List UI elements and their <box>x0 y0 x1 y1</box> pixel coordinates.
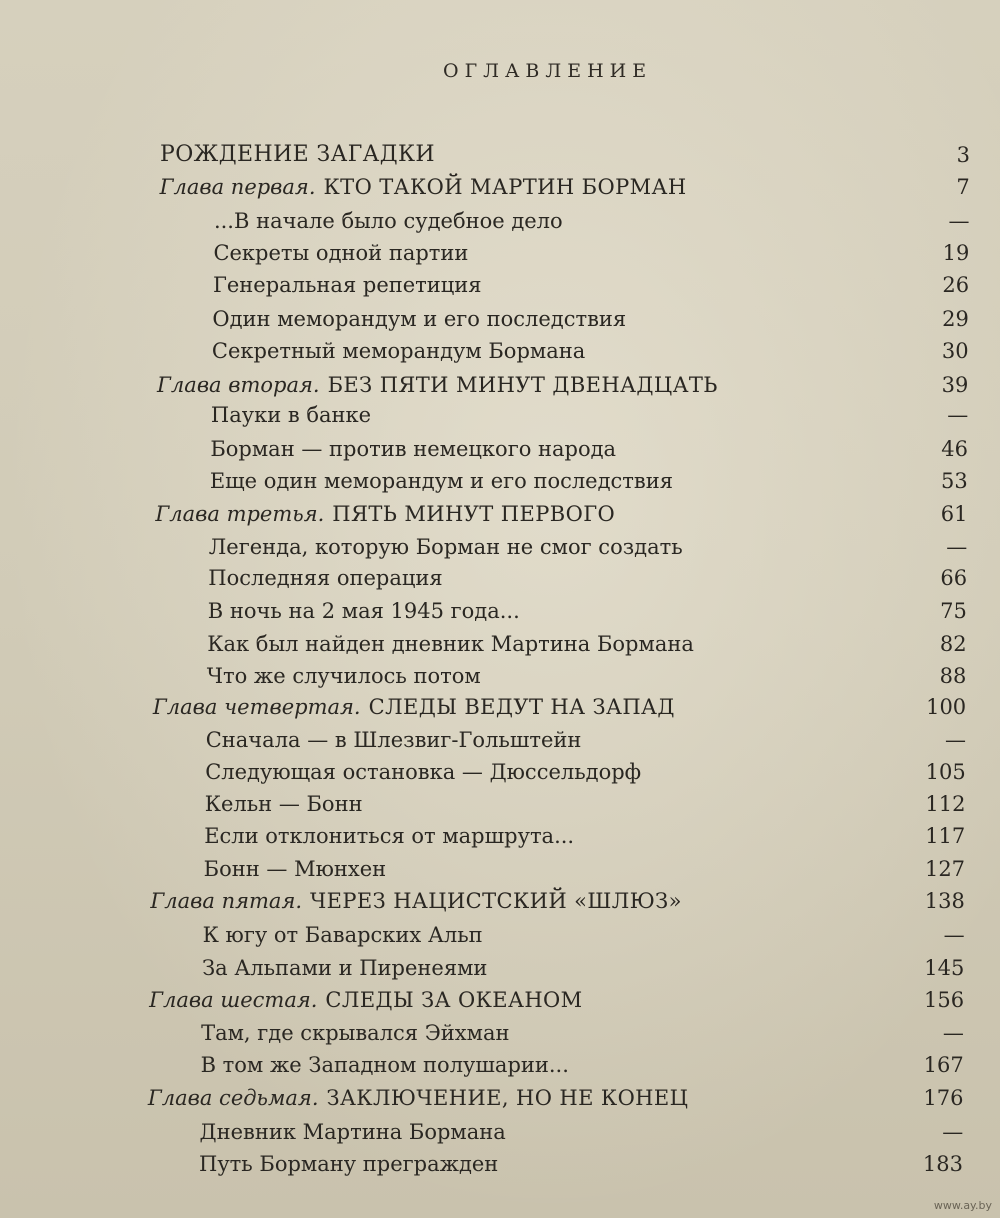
page-number: 127 <box>924 857 966 881</box>
page-number: 53 <box>941 469 968 493</box>
toc-entry-label <box>208 563 442 593</box>
chapter-title: ЧЕРЕЗ НАЦИСТСКИЙ «ШЛЮЗ» <box>310 889 682 913</box>
toc-entry-label <box>209 532 683 562</box>
toc-entry-label <box>213 270 482 300</box>
page-number: — <box>946 535 968 559</box>
page-number: 112 <box>925 792 966 816</box>
section-title: Следующая остановка — Дюссельдорф <box>205 760 642 784</box>
section-title: Бонн — Мюнхен <box>203 857 387 881</box>
page-number: 176 <box>923 1086 964 1110</box>
toc-entry-label <box>160 140 435 170</box>
chapter-number: Глава четвертая. <box>152 695 361 719</box>
page-number: — <box>943 923 965 947</box>
chapter-title: СЛЕДЫ ЗА ОКЕАНОМ <box>325 988 583 1012</box>
page-number: 156 <box>924 988 965 1012</box>
toc-entry-label <box>207 661 481 691</box>
toc-entry-label <box>153 692 675 722</box>
toc-entry-label <box>210 434 616 464</box>
section-title: В том же Западном полушарии... <box>200 1053 569 1077</box>
chapter-number: Глава третья. <box>155 502 325 526</box>
section-title: Кельн — Бонн <box>204 792 363 816</box>
section-title: Что же случилось потом <box>206 664 481 688</box>
page-number: 29 <box>942 307 969 331</box>
section-title: К югу от Баварских Альп <box>202 923 483 947</box>
section-title: ...В начале было судебное дело <box>213 209 563 233</box>
toc-entry-label <box>157 370 718 400</box>
page-number: — <box>942 1120 964 1144</box>
toc-entry-label <box>212 336 585 366</box>
section-title: Борман — против немецкого народа <box>210 437 617 461</box>
toc-heading: ОГЛАВЛЕНИЕ <box>443 60 653 82</box>
section-title: Пауки в банке <box>210 403 372 427</box>
page-number: 100 <box>926 695 967 719</box>
toc-entry-label <box>204 854 386 884</box>
page-number: 117 <box>925 824 966 848</box>
watermark: www.ay.by <box>933 1199 992 1212</box>
toc-entry-label <box>210 466 673 496</box>
section-title: Дневник Мартина Бормана <box>199 1120 506 1144</box>
page-number: 167 <box>923 1053 964 1077</box>
toc-entry-label <box>205 789 363 819</box>
page-number: 183 <box>922 1152 963 1176</box>
page-number: 75 <box>940 599 967 623</box>
section-title: Генеральная репетиция <box>212 273 482 297</box>
page-number: 88 <box>939 664 967 688</box>
toc-entry-label <box>207 629 694 659</box>
toc-entry-label <box>201 1018 509 1048</box>
section-title: Последняя операция <box>208 566 443 590</box>
chapter-title: РОЖДЕНИЕ ЗАГАДКИ <box>160 142 436 167</box>
page-number: — <box>944 728 966 752</box>
page-number: 7 <box>956 175 970 199</box>
toc-entry-label <box>204 821 574 851</box>
page-number: — <box>947 403 969 427</box>
page-number: 26 <box>942 273 970 297</box>
toc-entry-label <box>208 596 520 626</box>
toc-entry-label <box>160 172 687 202</box>
section-title: Если отклониться от маршрута... <box>204 824 575 848</box>
section-title: Секреты одной партии <box>213 241 469 265</box>
page-number: 61 <box>940 502 968 526</box>
section-title: За Альпами и Пиренеями <box>202 956 488 980</box>
page-number: 39 <box>941 373 969 397</box>
section-title: Сначала — в Шлезвиг-Гольштейн <box>205 728 582 752</box>
section-title: Легенда, которую Борман не смог создать <box>208 535 683 559</box>
page-number: 3 <box>956 143 970 167</box>
page-number: 105 <box>925 760 966 784</box>
chapter-number: Глава пятая. <box>150 889 303 913</box>
toc-entry-label <box>150 886 682 916</box>
toc-entry-label <box>211 400 371 430</box>
page-number: — <box>942 1021 964 1045</box>
toc-entry-label <box>212 304 626 334</box>
chapter-number: Глава вторая. <box>157 373 320 397</box>
chapter-number: Глава первая. <box>159 175 316 199</box>
section-title: Секретный меморандум Бормана <box>211 339 586 363</box>
section-title: Там, где скрывался Эйхман <box>201 1021 510 1045</box>
toc-entry-label <box>199 1149 498 1179</box>
section-title: В ночь на 2 мая 1945 года... <box>207 599 520 623</box>
section-title: Путь Борману прегражден <box>199 1152 499 1176</box>
toc-entry-label <box>155 499 615 529</box>
toc-entry-label <box>148 1083 689 1113</box>
section-title: Еще один меморандум и его последствия <box>209 469 673 493</box>
page-number: 66 <box>940 566 968 590</box>
section-title: Один меморандум и его последствия <box>212 307 627 331</box>
page-number: 145 <box>924 956 965 980</box>
chapter-title: СЛЕДЫ ВЕДУТ НА ЗАПАД <box>368 695 675 719</box>
toc-entry-label <box>203 920 483 950</box>
page-number: 19 <box>942 241 970 265</box>
page-number: 46 <box>941 437 968 461</box>
toc-entry-label <box>206 725 582 755</box>
toc-entry-label <box>201 1050 569 1080</box>
chapter-number: Глава шестая. <box>149 988 318 1012</box>
chapter-title: КТО ТАКОЙ МАРТИН БОРМАН <box>323 175 687 199</box>
page-number: 138 <box>924 889 965 913</box>
toc-entry-label <box>205 757 641 787</box>
toc-entry-label <box>214 206 563 236</box>
chapter-title: БЕЗ ПЯТИ МИНУТ ДВЕНАДЦАТЬ <box>327 373 718 397</box>
toc-entry-label <box>149 985 582 1015</box>
chapter-title: ПЯТЬ МИНУТ ПЕРВОГО <box>332 502 616 526</box>
page-number: 82 <box>939 632 967 656</box>
toc-entry-label <box>200 1117 506 1147</box>
page-number: 30 <box>941 339 969 363</box>
chapter-title: ЗАКЛЮЧЕНИЕ, НО НЕ КОНЕЦ <box>326 1086 689 1110</box>
toc-entry-label <box>202 953 487 983</box>
toc-entry-label <box>213 238 468 268</box>
page-number: — <box>948 209 970 233</box>
section-title: Как был найден дневник Мартина Бормана <box>207 632 694 656</box>
chapter-number: Глава седьмая. <box>147 1086 319 1110</box>
